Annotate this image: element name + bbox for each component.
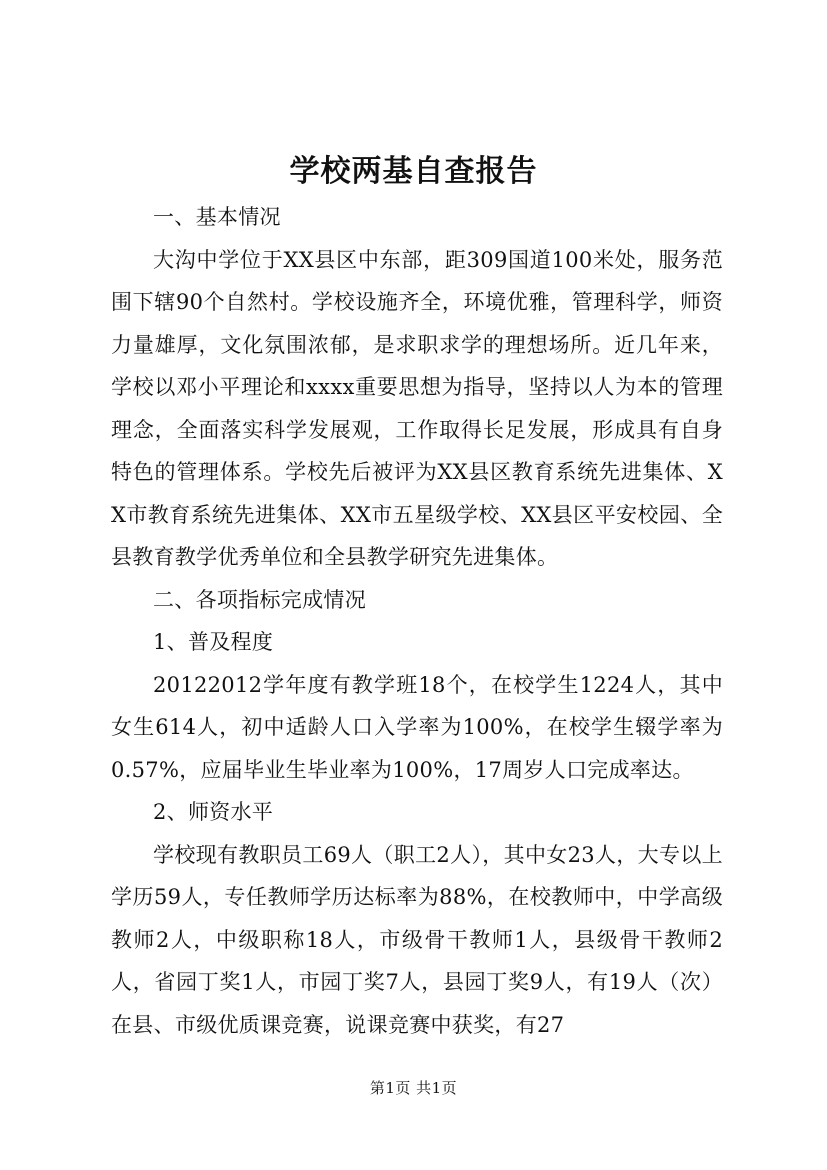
document-body [111,196,723,1046]
paragraph-enrollment: 20122012学年度有教学班18个，在校学生1224人，其中女生614人，初中适龄人口入学率为100%，在校学生辍学率为0.57%，应届毕业生毕业率为100%，17周岁人口完成率达。 [111,672,723,782]
page-footer: 第1页 共1页 [369,1079,458,1097]
document-title: 学校两基自查报告 [289,154,538,189]
subheading-enrollment: 1、普及程度 [153,630,274,654]
subheading-teachers: 2、师资水平 [153,800,274,824]
paragraph-school-overview: 大沟中学位于XX县区中东部，距309国道100米处，服务范围下辖90个自然村。学校设施齐全，环境优雅，管理科学，师资力量雄厚，文化氛围浓郁，是求职求学的理想场所。近几年来，学校以邓小平理论和xxxx重要思想为指导，坚持以人为本的管理理念，全面落实科学发展观，工作取得长足发展，形成具有自身特色的管理体系。学校先后被评为XX县区教育系统先进集体、XX市教育系统先进集体、XX市五星级学校、XX县区平安校园、全县教育教学优秀单位和全县教学研究先进集体。 [111,247,723,569]
section-heading-basic-situation: 一、基本情况 [153,205,281,229]
paragraph-teachers: 学校现有教职员工69人（职工2人），其中女23人，大专以上学历59人，专任教师学历达标率为88%，在校教师中，中学高级教师2人，中级职称18人，市级骨干教师1人，县级骨干教师2人，省园丁奖1人，市园丁奖7人，县园丁奖9人，有19人（次）在县、市级优质课竞赛，说课竞赛中获奖，有27 [111,842,723,1037]
section-heading-indicators: 二、各项指标完成情况 [153,587,366,612]
